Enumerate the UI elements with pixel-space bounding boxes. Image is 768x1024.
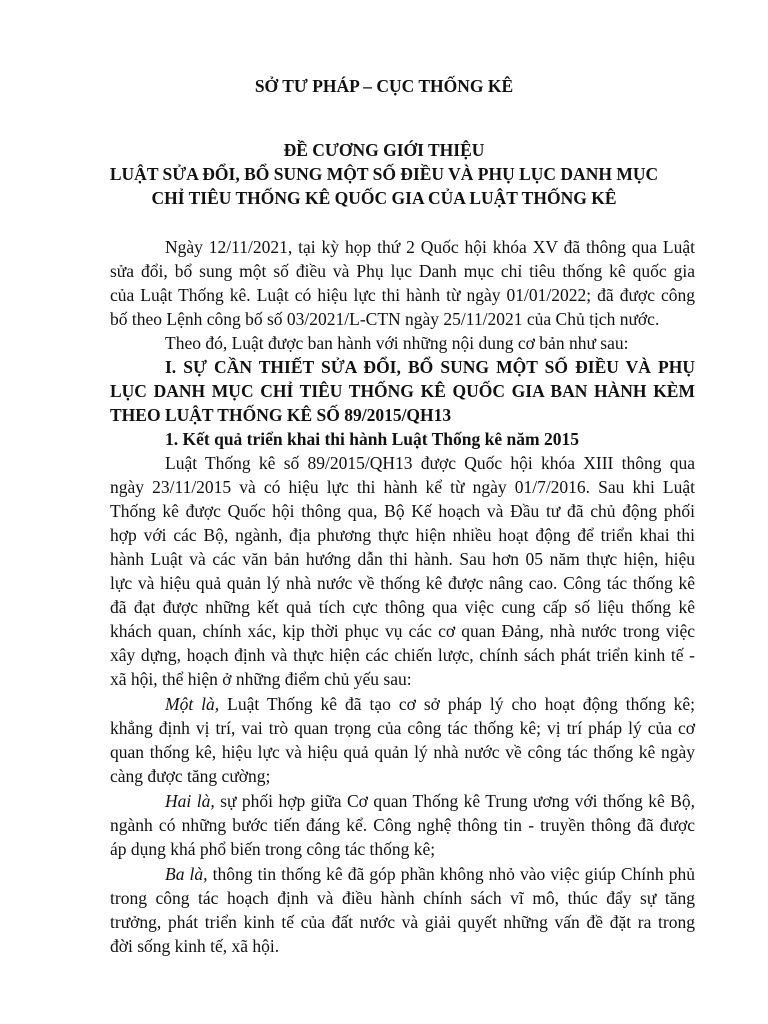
point-3-lead: Ba là, [165,864,208,884]
point-1-line-4: càng được tăng cường; [110,766,271,786]
body-line-3: Thống kê được Quốc hội thông qua, Bộ Kế hoạch và Đầu tư đã chủ động phối [110,501,695,521]
point-1-first-line [165,692,695,716]
point-2-lead: Hai là, [165,791,215,811]
body-line-2: ngày 23/11/2015 và có hiệu lực thi hành kể từ ngày 01/7/2016. Sau khi Luật [110,477,695,497]
body-line-5: hành Luật và các văn bản hướng dẫn thi hành. Sau hơn 05 năm thực hiện, hiệu [110,549,695,569]
point-1-lead: Một là, [165,694,220,714]
body-line-4: hợp với các Bộ, ngành, địa phương thực hiện nhiều hoạt động để triển khai thi [110,525,695,545]
point-1-line-2: khẳng định vị trí, vai trò quan trọng của công tác thống kê; vị trí pháp lý của cơ [110,718,695,738]
intro-line-5: Theo đó, Luật được ban hành với những nội dung cơ bản như sau: [165,333,629,353]
point-2-line-3: áp dụng khá phổ biến trong công tác thống kê; [110,839,436,859]
intro-line-2: sửa đổi, bổ sung một số điều và Phụ lục Danh mục chỉ tiêu thống kê quốc gia [110,261,695,281]
document-title-line-3: CHỈ TIÊU THỐNG KÊ QUỐC GIA CỦA LUẬT THỐNG KÊ [151,188,617,208]
section-heading-line-2: LỤC DANH MỤC CHỈ TIÊU THỐNG KÊ QUỐC GIA BAN HÀNH KÈM [110,381,695,401]
point-3-first-text: thông tin thống kê đã góp phần không nhỏ vào việc giúp Chính phủ [207,864,695,884]
body-line-7: đã đạt được những kết quả tích cực thông qua việc cung cấp số liệu thống kê [110,597,695,617]
body-line-10: xã hội, thể hiện ở những điểm chủ yếu sau: [110,669,412,689]
point-2-first-line [165,789,695,813]
intro-line-4: bố theo Lệnh công bố số 03/2021/L-CTN ngày 25/11/2021 của Chủ tịch nước. [110,309,660,329]
document-title-line-1: ĐỀ CƯƠNG GIỚI THIỆU [283,140,485,160]
intro-line-3: của Luật Thống kê. Luật có hiệu lực thi hành từ ngày 01/01/2022; đã được công [110,285,695,305]
point-3-line-3: trưởng, phát triển kinh tế của đất nước và giải quyết những vấn đề đặt ra trong [110,912,695,932]
point-1-line-3: quan thống kê, hiệu lực và hiệu quả quản lý nhà nước về công tác thống kê ngày [110,742,695,762]
point-2-line-2: ngành có những bước tiến đáng kể. Công nghệ thông tin - truyền thông đã được [110,815,695,835]
section-heading-line-1: I. SỰ CẦN THIẾT SỬA ĐỔI, BỔ SUNG MỘT SỐ ĐIỀU VÀ PHỤ [165,357,695,377]
point-1-first-text: Luật Thống kê đã tạo cơ sở pháp lý cho hoạt động thống kê; [219,694,695,714]
point-3-first-line [165,862,695,886]
body-line-6: lực và hiệu quả quản lý nhà nước về thống kê được nâng cao. Công tác thống kê [110,573,695,593]
sub-heading: 1. Kết quả triển khai thi hành Luật Thống kê năm 2015 [165,429,579,449]
body-line-9: xây dựng, hoạch định và thực hiện các chiến lược, chính sách phát triển kinh tế - [110,645,695,665]
intro-line-1: Ngày 12/11/2021, tại kỳ họp thứ 2 Quốc hội khóa XV đã thông qua Luật [165,237,695,257]
body-line-1: Luật Thống kê số 89/2015/QH13 được Quốc hội khóa XIII thông qua [165,453,695,473]
point-2-first-text: sự phối hợp giữa Cơ quan Thống kê Trung ương với thống kê Bộ, [214,791,695,811]
point-3-line-4: đời sống kinh tế, xã hội. [110,936,280,956]
org-header: SỞ TƯ PHÁP – CỤC THỐNG KÊ [254,76,514,96]
section-heading-line-3: THEO LUẬT THỐNG KÊ SỐ 89/2015/QH13 [110,405,452,425]
body-line-8: khách quan, chính xác, kịp thời phục vụ các cơ quan Đảng, nhà nước trong việc [110,621,695,641]
point-3-line-2: trong công tác hoạch định và điều hành chính sách vĩ mô, thúc đẩy sự tăng [110,888,695,908]
document-title-line-2: LUẬT SỬA ĐỔI, BỔ SUNG MỘT SỐ ĐIỀU VÀ PHỤ LỤC DANH MỤC [109,164,659,184]
